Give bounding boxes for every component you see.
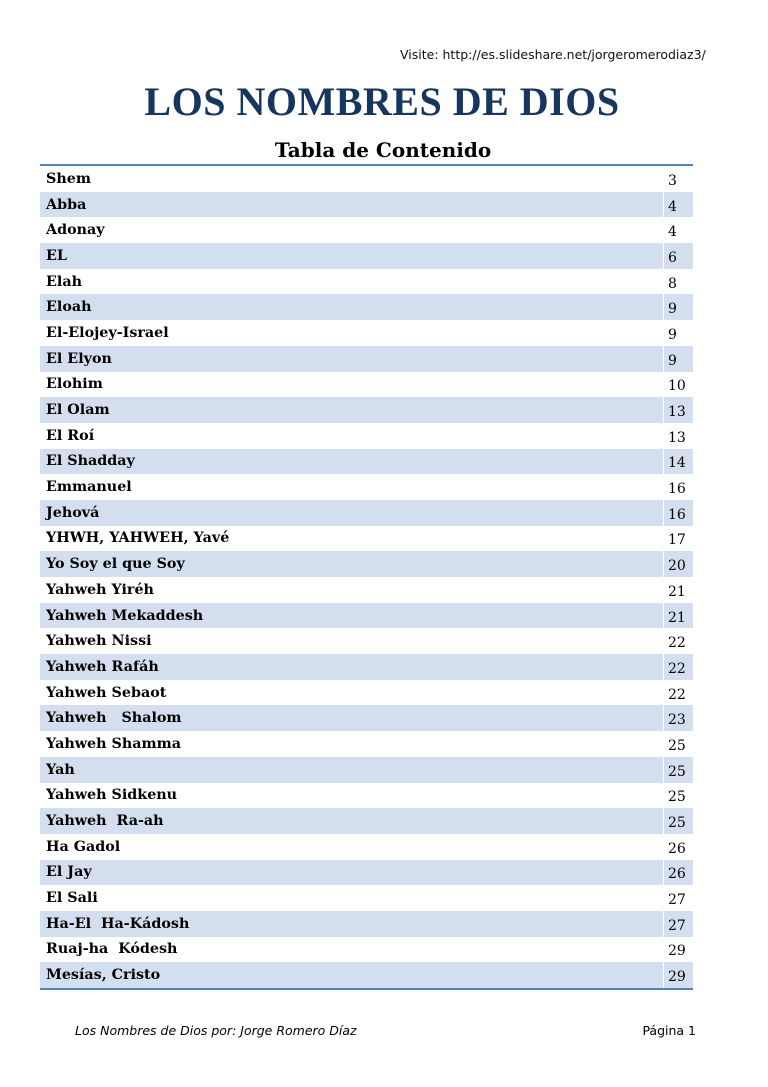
footer-author: Los Nombres de Dios por: Jorge Romero Díaz	[75, 1023, 357, 1038]
toc-entry-page: 4	[663, 217, 693, 243]
toc-row[interactable]	[40, 731, 693, 757]
toc-entry-page: 22	[663, 654, 693, 680]
toc-entry-name: Yahweh Ra-ah	[46, 813, 164, 830]
toc-entry-name: Ha-El Ha-Kádosh	[46, 915, 190, 932]
toc-row[interactable]	[40, 526, 693, 552]
toc-entry-name: Yah	[46, 761, 75, 778]
toc-entry-name: Yahweh Sebaot	[46, 684, 167, 701]
toc-entry-page: 9	[663, 346, 693, 372]
toc-entry-name: Yahweh Yiréh	[46, 581, 154, 598]
toc-entry-page: 27	[663, 911, 693, 937]
toc-entry-name: El Sali	[46, 890, 98, 907]
toc-entry-page: 9	[663, 294, 693, 320]
toc-row[interactable]	[40, 551, 693, 577]
toc-entry-page: 21	[663, 603, 693, 629]
toc-row[interactable]	[40, 243, 693, 269]
toc-entry-name: El Olam	[46, 402, 110, 419]
toc-entry-page: 29	[663, 962, 693, 988]
toc-entry-name: El Roí	[46, 427, 95, 444]
toc-entry-page: 25	[663, 757, 693, 783]
toc-entry-page: 13	[663, 397, 693, 423]
toc-row[interactable]	[40, 654, 693, 680]
toc-entry-page: 29	[663, 937, 693, 963]
toc-entry-page: 13	[663, 423, 693, 449]
toc-entry-name: EL	[46, 247, 67, 264]
toc-entry-page: 23	[663, 705, 693, 731]
toc-row[interactable]	[40, 937, 693, 963]
toc-entry-name: Yahweh Nissi	[46, 633, 152, 650]
toc-entry-page: 26	[663, 834, 693, 860]
toc-entry-page: 9	[663, 320, 693, 346]
toc-row[interactable]	[40, 166, 693, 192]
toc-entry-name: Abba	[46, 196, 87, 213]
toc-entry-name: Emmanuel	[46, 479, 132, 496]
toc-entry-page: 20	[663, 551, 693, 577]
toc-entry-name: Eloah	[46, 299, 92, 316]
toc-row[interactable]	[40, 500, 693, 526]
toc-entry-page: 10	[663, 372, 693, 398]
toc-row[interactable]	[40, 372, 693, 398]
toc-entry-page: 3	[663, 166, 693, 192]
toc-entry-page: 8	[663, 269, 693, 295]
footer-page-number: Página 1	[642, 1023, 696, 1038]
toc-row[interactable]	[40, 320, 693, 346]
toc-entry-page: 14	[663, 449, 693, 475]
toc-entry-name: Elohim	[46, 376, 103, 393]
toc-entry-name: Jehová	[46, 504, 100, 521]
toc-row[interactable]	[40, 808, 693, 834]
toc-row[interactable]	[40, 834, 693, 860]
toc-entry-name: Yahweh Shalom	[46, 710, 182, 727]
toc-row[interactable]	[40, 423, 693, 449]
toc-entry-name: YHWH, YAHWEH, Yavé	[46, 530, 230, 547]
toc-entry-name: Yahweh Mekaddesh	[46, 607, 204, 624]
toc-row[interactable]	[40, 783, 693, 809]
toc-entry-page: 6	[663, 243, 693, 269]
toc-heading: Tabla de Contenido	[274, 138, 492, 162]
toc-row[interactable]	[40, 628, 693, 654]
toc-row[interactable]	[40, 962, 693, 988]
toc-row[interactable]	[40, 217, 693, 243]
toc-entry-page: 16	[663, 500, 693, 526]
toc-row[interactable]	[40, 705, 693, 731]
toc-row[interactable]	[40, 680, 693, 706]
document-title: LOS NOMBRES DE DIOS	[144, 79, 620, 124]
toc-row[interactable]	[40, 397, 693, 423]
toc-entry-page: 22	[663, 628, 693, 654]
toc-entry-name: Yahweh Rafáh	[46, 658, 159, 675]
toc-row[interactable]	[40, 346, 693, 372]
header-visit-url: Visite: http://es.slideshare.net/jorgeromerodiaz3/	[400, 47, 706, 62]
toc-row[interactable]	[40, 577, 693, 603]
toc-entry-name: Elah	[46, 273, 82, 290]
toc-entry-name: El Jay	[46, 864, 92, 881]
toc-entry-name: Yahweh Sidkenu	[46, 787, 178, 804]
toc-entry-page: 25	[663, 731, 693, 757]
toc-row[interactable]	[40, 294, 693, 320]
toc-entry-page: 22	[663, 680, 693, 706]
toc-row[interactable]	[40, 860, 693, 886]
toc-entry-page: 16	[663, 474, 693, 500]
toc-entry-page: 21	[663, 577, 693, 603]
toc-entry-page: 26	[663, 860, 693, 886]
toc-row[interactable]	[40, 757, 693, 783]
toc-row[interactable]	[40, 603, 693, 629]
toc-entry-name: Yahweh Shamma	[46, 735, 182, 752]
toc-entry-page: 4	[663, 192, 693, 218]
toc-entry-name: Ruaj-ha Kódesh	[46, 941, 178, 958]
toc-entry-name: Shem	[46, 170, 91, 187]
toc-entry-name: Ha Gadol	[46, 838, 121, 855]
toc-entry-name: El Shadday	[46, 453, 135, 470]
toc-row[interactable]	[40, 269, 693, 295]
toc-entry-name: El Elyon	[46, 350, 112, 367]
toc-entry-page: 25	[663, 808, 693, 834]
toc-entry-page: 17	[663, 526, 693, 552]
toc-entry-name: Mesías, Cristo	[46, 967, 161, 984]
toc-entry-name: Yo Soy el que Soy	[46, 556, 185, 573]
toc-row[interactable]	[40, 474, 693, 500]
toc-entry-page: 27	[663, 885, 693, 911]
toc-row[interactable]	[40, 192, 693, 218]
toc-entry-name: El-Elojey-Israel	[46, 324, 169, 341]
toc-row[interactable]	[40, 449, 693, 475]
toc-entry-name: Adonay	[46, 222, 105, 239]
toc-table	[40, 164, 693, 990]
toc-entry-page: 25	[663, 783, 693, 809]
toc-row[interactable]	[40, 911, 693, 937]
toc-row[interactable]	[40, 885, 693, 911]
